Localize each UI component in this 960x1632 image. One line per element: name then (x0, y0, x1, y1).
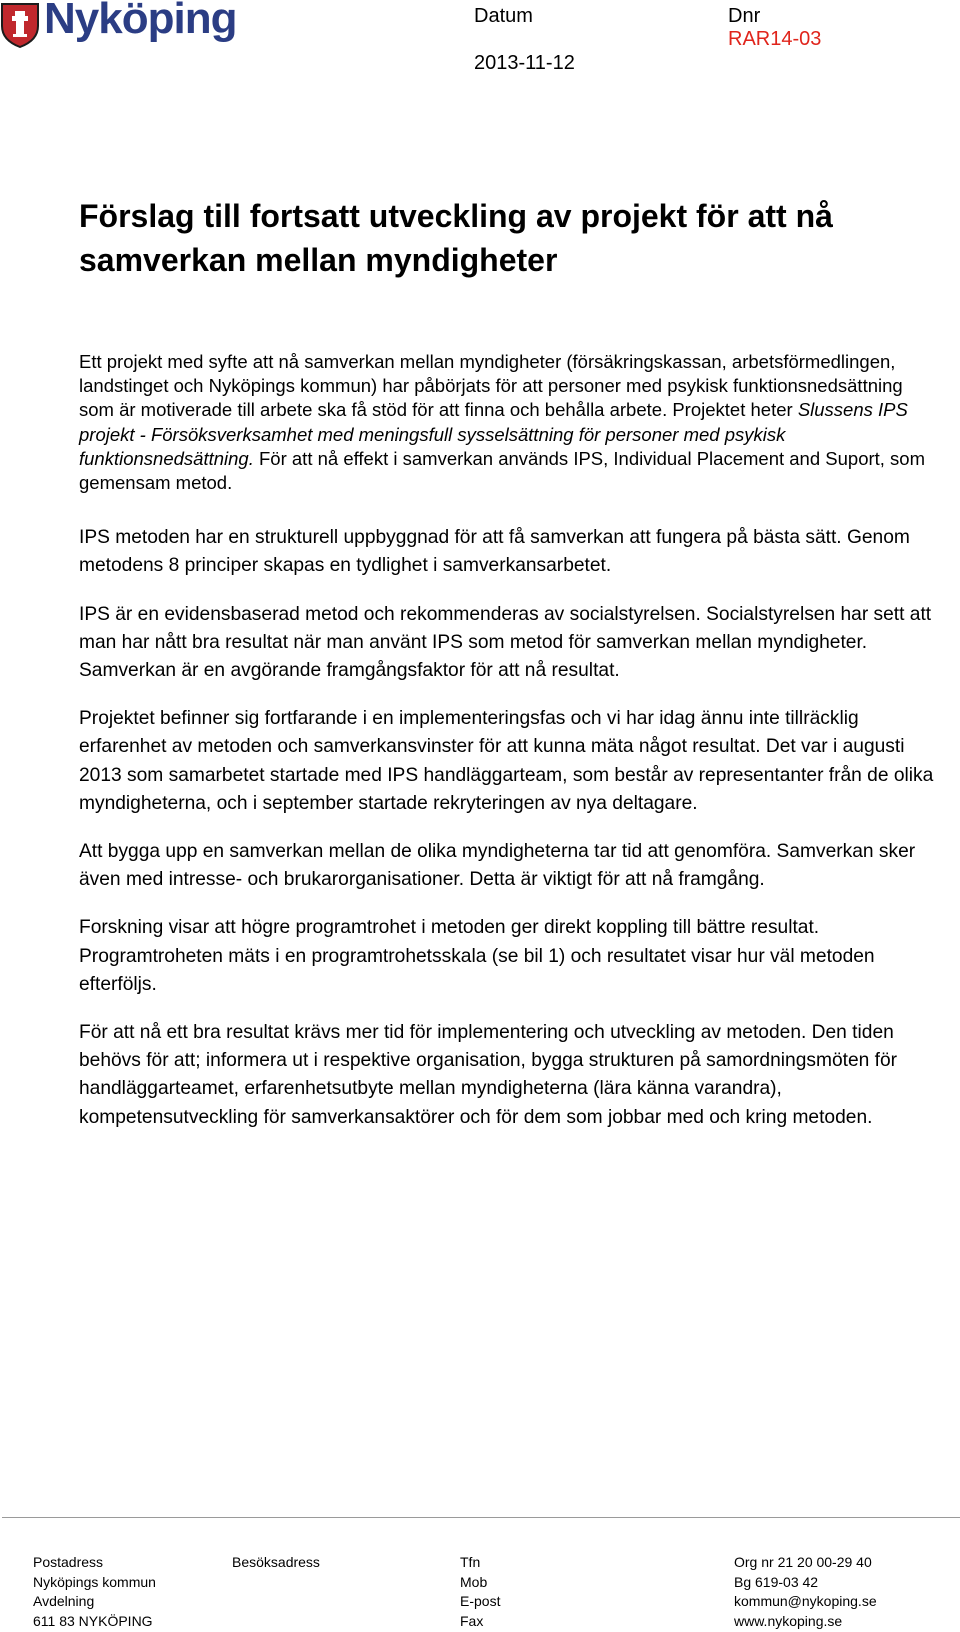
document-title: Förslag till fortsatt utveckling av projekt för att nå samverkan mellan myndigheter (79, 198, 833, 278)
coat-of-arms-icon (0, 2, 40, 48)
project-name: Slussens IPS projekt - Försöksverksamhet med meningsfull sysselsättning för personer med psykisk funktionsnedsättning. (79, 399, 908, 469)
footer-text: Org nr 21 20 00-29 40 (734, 1554, 872, 1570)
footer-postal-address (33, 1553, 156, 1631)
footer-text: Postadress (33, 1554, 104, 1570)
footer-text: Avdelning (33, 1593, 95, 1610)
footer-text: Tfn (460, 1554, 481, 1570)
paragraph: Att bygga upp en samverkan mellan de olika myndigheterna tar tid att genomföra. Samverkan sker även med intresse- och brukarorganisationer. Detta är viktigt för att nå framgång. (79, 841, 916, 891)
footer-text: Fax (460, 1612, 484, 1629)
dnr-value: RAR14-03 (728, 28, 822, 50)
logo-wordmark: Nyköping (44, 0, 237, 43)
footer-text: Nyköpings kommun (33, 1573, 156, 1590)
paragraph: IPS metoden har en strukturell uppbyggnad för att få samverkan att fungera på bästa sätt. Genom metodens 8 principer skapas en tydlighet i samverkansarbetet. (79, 527, 910, 577)
footer-organization-info (734, 1553, 877, 1631)
footer-text: Besöksadress (232, 1554, 320, 1570)
footer-divider (2, 1517, 960, 1518)
paragraph-text: Ett projekt med syfte att nå samverkan mellan myndigheter (försäkringskassan, arbetsförmedlingen, landstinget och Nyköpings kommun) har påbörjats för att personer med psykisk funktionsnedsättning som är motiverade till arbete ska få stöd för att finna och behålla arbete. Projektet heter (79, 351, 903, 421)
footer-text: Bg 619-03 42 (734, 1573, 819, 1590)
date-value: 2013-11-12 (474, 52, 575, 74)
paragraph: IPS är en evidensbaserad metod och rekommenderas av socialstyrelsen. Socialstyrelsen har sett att man har nått bra resultat när man använt IPS som metod för samverkan mellan myndigheter. Samverkan är en avgörande framgångsfaktor för att nå resultat. (79, 603, 932, 682)
paragraph-text: För att nå effekt i samverkan används IPS, Individual Placement and Suport, som gemensam metod. (79, 447, 926, 494)
footer-text: 611 83 NYKÖPING (33, 1612, 153, 1629)
footer-website[interactable]: www.nykoping.se (734, 1612, 843, 1629)
footer-contact-labels (460, 1553, 500, 1631)
footer-text: E-post (460, 1593, 501, 1610)
dnr-label: Dnr (728, 5, 761, 27)
footer-text: Mob (460, 1573, 488, 1590)
paragraph (79, 350, 939, 495)
date-label: Datum (474, 5, 533, 27)
municipality-logo (0, 0, 250, 52)
footer-visiting-address (232, 1553, 320, 1573)
footer-email[interactable]: kommun@nykoping.se (734, 1593, 877, 1610)
paragraph: För att nå ett bra resultat krävs mer tid för implementering och utveckling av metoden. Den tiden behövs för att; informera ut i respektive organisation, bygga strukturen på samordningsmöten för handläggarteamet, erfarenhetsutbyte mellan myndigheterna (lära känna varandra), kompetensutveckling för samverkansaktörer och för dem som jobbar med och kring metoden. (79, 1022, 898, 1128)
paragraph: Projektet befinner sig fortfarande i en implementeringsfas och vi har idag ännu inte tillräcklig erfarenhet av metoden och samverkansvinster för att kunna mäta något resultat. Det var i augusti 2013 som samarbetet startade med IPS handläggarteam, som består av representanter från de olika myndigheterna, och i september startade rekryteringen av nya deltagare. (79, 708, 934, 814)
paragraph: Forskning visar att högre programtrohet i metoden ger direkt koppling till bättre resultat. Programtroheten mäts i en programtrohetsskala (se bil 1) och resultatet visar hur väl metoden efterföljs. (79, 917, 875, 995)
document-body (79, 350, 939, 1152)
